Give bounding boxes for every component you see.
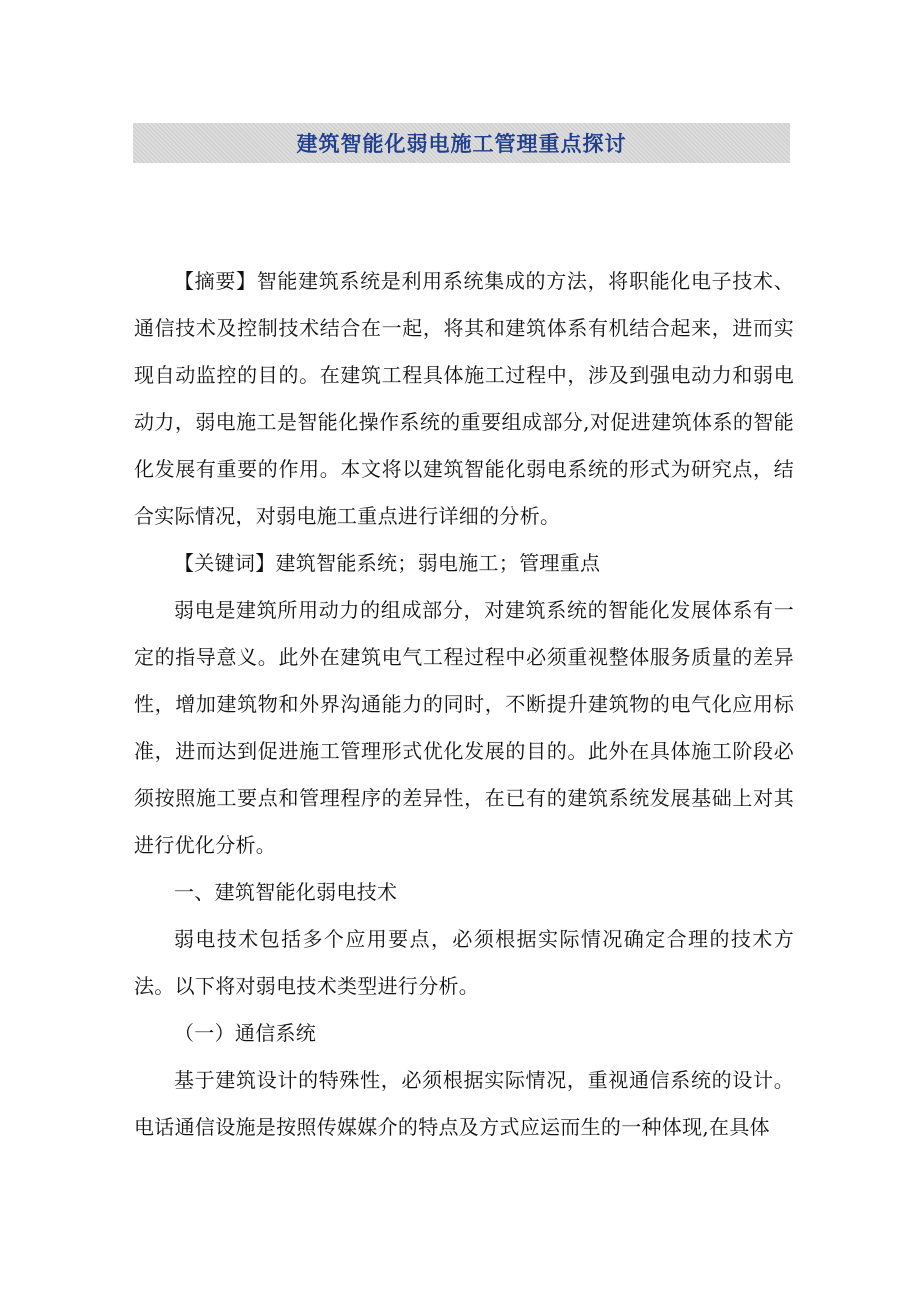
document-body xyxy=(134,258,794,1151)
document-title: 建筑智能化弱电施工管理重点探讨 xyxy=(296,132,627,156)
title-banner xyxy=(133,123,790,163)
section-heading: 一、建筑智能化弱电技术 xyxy=(174,880,398,904)
abstract-paragraph: 【摘要】智能建筑系统是利用系统集成的方法，将职能化电子技术、通信技术及控制技术结合在一起，将其和建筑体系有机结合起来，进而实现自动监控的目的。在建筑工程具体施工过程中，涉及到强电动力和弱电动力，弱电施工是智能化操作系统的重要组成部分,对促进建筑体系的智能化发展有重要的作用。本文将以建筑智能化弱电系统的形式为研究点，结合实际情况，对弱电施工重点进行详细的分析。 xyxy=(134,269,794,528)
subsection-heading: （一）通信系统 xyxy=(174,1021,317,1045)
section-intro-paragraph: 弱电技术包括多个应用要点，必须根据实际情况确定合理的技术方法。以下将对弱电技术类型进行分析。 xyxy=(134,927,794,998)
keywords-paragraph: 【关键词】建筑智能系统；弱电施工；管理重点 xyxy=(174,551,601,575)
communication-paragraph: 基于建筑设计的特殊性，必须根据实际情况，重视通信系统的设计。电话通信设施是按照传媒媒介的特点及方式应运而生的一种体现,在具体 xyxy=(134,1068,794,1139)
intro-paragraph: 弱电是建筑所用动力的组成部分，对建筑系统的智能化发展体系有一定的指导意义。此外在建筑电气工程过程中必须重视整体服务质量的差异性，增加建筑物和外界沟通能力的同时，不断提升建筑物的电气化应用标准，进而达到促进施工管理形式优化发展的目的。此外在具体施工阶段必须按照施工要点和管理程序的差异性，在已有的建筑系统发展基础上对其进行优化分析。 xyxy=(134,598,794,857)
